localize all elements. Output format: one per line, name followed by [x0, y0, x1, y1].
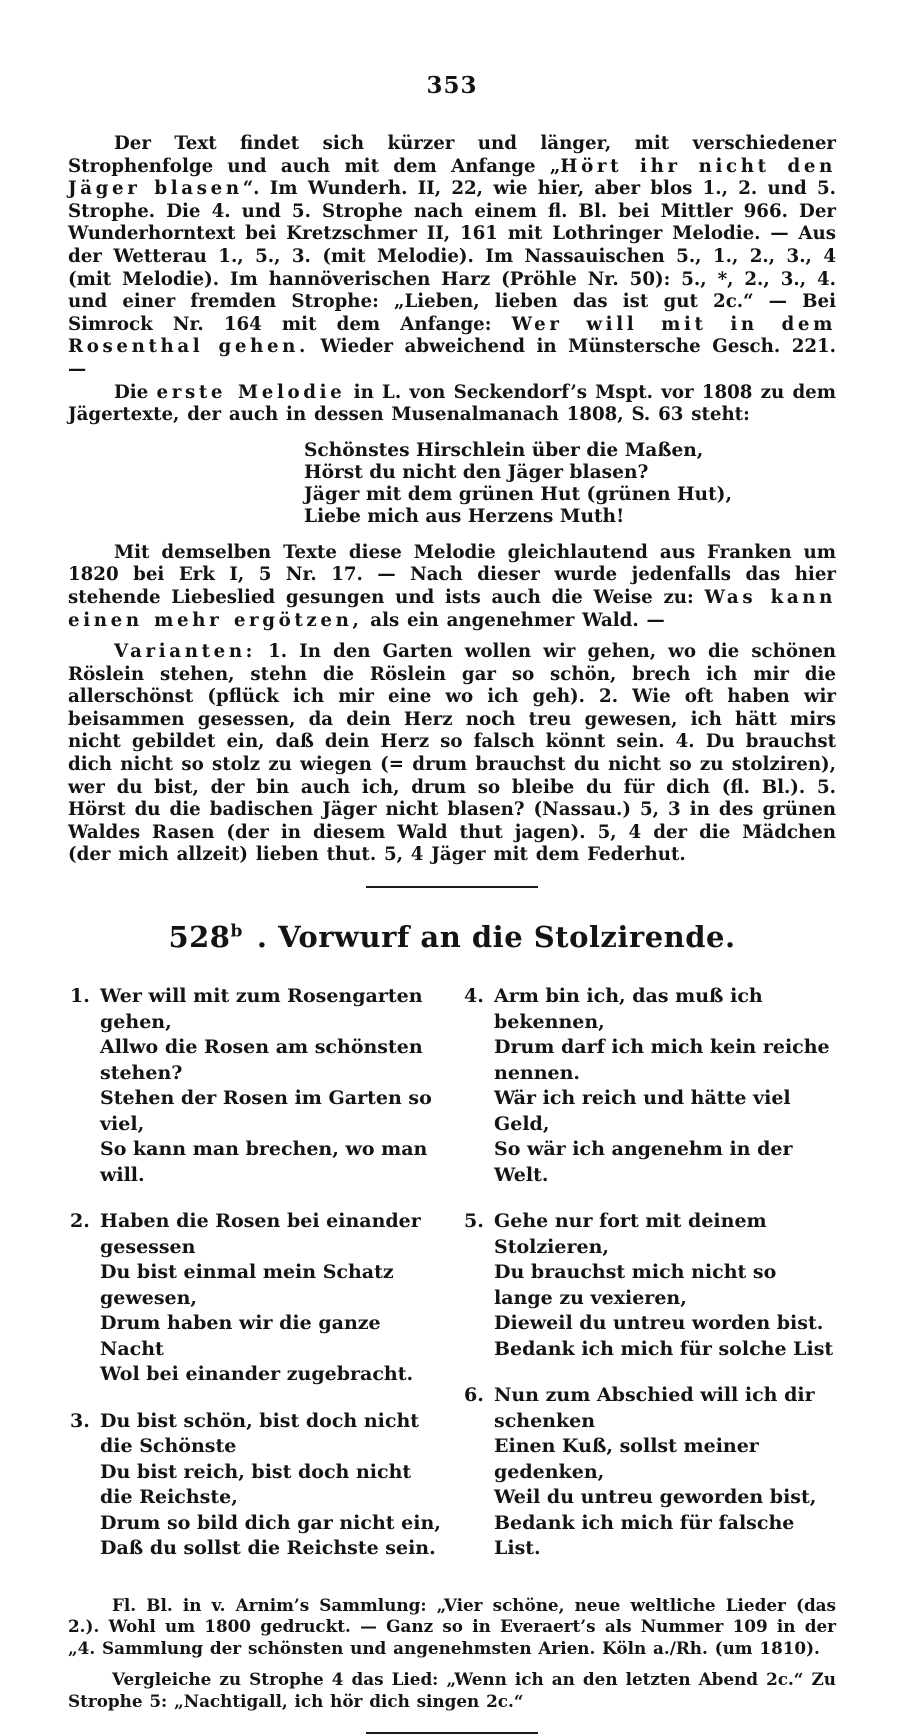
stanza-line: Drum darf ich mich kein reiche nennen. — [494, 1036, 830, 1084]
stanza-columns — [70, 984, 836, 1583]
stanza-1 — [70, 984, 442, 1188]
text-run-spaced: Varianten: — [114, 641, 257, 663]
stanza-number: 2. — [70, 1210, 90, 1233]
verse-line: Jäger mit dem grünen Hut (grünen Hut), — [304, 483, 732, 505]
text-run: Die — [114, 381, 157, 403]
stanza-line: Bedank ich mich für solche List — [494, 1337, 834, 1360]
stanza-number: 6. — [464, 1384, 484, 1407]
verse-line: Liebe mich aus Herzens Muth! — [304, 505, 625, 527]
stanza-line: Du bist schön, bist doch nicht die Schönste — [100, 1409, 420, 1458]
stanza-column-left — [70, 984, 442, 1583]
text-run-spaced: erste Melodie — [156, 381, 346, 403]
stanza-line: Bedank ich mich für falsche List. — [494, 1511, 795, 1560]
stanza-line: Weil du untreu geworden bist, — [494, 1486, 817, 1509]
stanza-line: Wär ich reich und hätte viel Geld, — [494, 1087, 791, 1135]
paragraph-sources — [68, 133, 836, 382]
stanza-5 — [464, 1209, 836, 1362]
page-end-divider — [366, 1732, 538, 1734]
melody-verse-quote — [304, 440, 836, 528]
stanza-2 — [70, 1209, 442, 1388]
stanza-line: So wär ich angenehm in der Welt. — [494, 1138, 793, 1186]
stanza-lines — [494, 1383, 836, 1562]
text-run: 1. In den Garten wollen wir gehen, wo die schönen Röslein stehen, stehn die Röslein gar so schön, brech ich mir die allerschönst (pflück ich mir eine wo ich geh). 2. Wie oft haben wir beisammen gesessen, da dein Herz noch treu gewesen, ich hätt mirs nicht gebildet ein, daß dein Herz so falsch könnt sein. 4. Du brauchst dich nicht so stolz zu wiegen (= drum brauchst du nicht so zu stolziren), wer du bist, der bin auch ich, drum so bleibe du für dich (fl. Bl.). 5. Hörst du die badischen Jäger nicht blasen? (Nassau.) 5, 3 in des grünen Waldes Rasen (der in diesem Wald thut jagen). 5, 4 der die Mädchen (der mich allzeit) lieben thut. 5, 4 Jäger mit dem Federhut. — [68, 641, 836, 866]
stanza-line: Dieweil du untreu worden bist. — [494, 1312, 824, 1335]
stanza-line: Wer will mit zum Rosengarten gehen, — [100, 985, 423, 1033]
text-run-spaced: Wer will mit in dem Rosenthal gehen. — [68, 313, 836, 358]
footnotes — [68, 1595, 836, 1713]
footnote-sources: Fl. Bl. in v. Arnim’s Sammlung: „Vier schöne, neue weltliche Lieder (das 2.). Wohl um 1800 gedruckt. — Ganz so in Everaert’s als Nummer 109 in der „4. Sammlung der schönsten und angenehmsten Arien. Köln a./Rh. (um 1810). — [68, 1594, 836, 1659]
stanza-lines — [494, 1209, 836, 1362]
page-number: 353 — [426, 72, 478, 99]
stanza-lines — [100, 1409, 442, 1562]
song-title: . Vorwurf an die Stolzirende. — [256, 920, 736, 955]
paragraph-varianten — [68, 641, 836, 867]
text-run-spaced: Was kann einen mehr ergötzen, — [68, 586, 836, 631]
text-run: Mit demselben Texte diese Melodie gleichlautend aus Franken um 1820 bei Erk I, 5 Nr. 17. — Nach dieser wurde jedenfalls das hier stehende Liebeslied gesungen und ists auch die Weise zu: — [68, 541, 836, 608]
section-divider — [366, 886, 538, 888]
stanza-line: Wol bei einander zugebracht. — [100, 1363, 414, 1386]
song-number: 528$^b$ — [168, 920, 243, 955]
stanza-lines — [494, 984, 836, 1188]
stanza-line: Gehe nur fort mit deinem Stolzieren, — [494, 1210, 767, 1258]
stanza-line: Du bist einmal mein Schatz gewesen, — [100, 1261, 394, 1309]
stanza-line: So kann man brechen, wo man will. — [100, 1138, 428, 1186]
song-heading — [68, 920, 836, 954]
stanza-lines — [100, 1209, 442, 1388]
song-number-superscript: b — [230, 921, 243, 942]
verse-line: Hörst du nicht den Jäger blasen? — [304, 461, 649, 483]
footnote-compare: Vergleiche zu Strophe 4 das Lied: „Wenn ich an den letzten Abend 2c.“ Zu Strophe 5: „Nachtigall, ich hör dich singen 2c.“ — [68, 1668, 836, 1711]
stanza-4 — [464, 984, 836, 1188]
stanza-column-right — [464, 984, 836, 1583]
stanza-number: 1. — [70, 985, 90, 1008]
stanza-line: Stehen der Rosen im Garten so viel, — [100, 1087, 432, 1135]
text-run: “. Im Wunderh. II, 22, wie hier, aber blos 1., 2. und 5. Strophe. Die 4. und 5. Strophe nach einem fl. Bl. bei Mittler 966. Der Wunderhorntext bei Kretzschmer II, 161 mit Lothringer Melodie. — Aus der Wetterau 1., 5., 3. (mit Melodie). Im Nassauischen 5., 1., 2., 3., 4 (mit Melodie). Im hannöverischen Harz (Pröhle Nr. 50): 5., *, 2., 3., 4. und einer fremden Strophe: „Lieben, lieben das ist gut 2c.“ — Bei Simrock Nr. 164 mit dem Anfange: — [68, 178, 837, 335]
stanza-number: 3. — [70, 1409, 90, 1432]
stanza-line: Einen Kuß, sollst meiner gedenken, — [494, 1435, 759, 1483]
stanza-number: 5. — [464, 1210, 484, 1233]
paragraph-franken-note — [68, 542, 836, 632]
stanza-number: 4. — [464, 985, 484, 1008]
stanza-lines — [100, 984, 442, 1188]
stanza-line: Daß du sollst die Reichste sein. — [100, 1537, 436, 1560]
stanza-line: Nun zum Abschied will ich dir schenken — [494, 1384, 815, 1432]
text-run: Wieder abweichend in Münstersche Gesch. 221. — — [68, 336, 836, 380]
text-run: in L. von Seckendorf’s Mspt. vor 1808 zu dem Jägertexte, der auch in dessen Musenalmanach 1808, S. 63 steht: — [68, 381, 837, 426]
stanza-line: Drum haben wir die ganze Nacht — [100, 1312, 381, 1360]
stanza-line: Du bist reich, bist doch nicht die Reichste, — [100, 1460, 412, 1509]
stanza-line: Allwo die Rosen am schönsten stehen? — [100, 1036, 423, 1084]
stanza-6 — [464, 1383, 836, 1562]
stanza-line: Haben die Rosen bei einander gesessen — [100, 1210, 421, 1258]
stanza-line: Du brauchst mich nicht so lange zu vexieren, — [494, 1261, 777, 1309]
stanza-3 — [70, 1409, 442, 1562]
text-run: Der Text findet sich kürzer und länger, mit verschiedener Strophenfolge und auch mit dem Anfange „ — [68, 133, 836, 177]
stanza-line: Drum so bild dich gar nicht ein, — [100, 1511, 441, 1534]
verse-line: Schönstes Hirschlein über die Maßen, — [304, 439, 704, 461]
text-run-spaced: Hört ihr nicht den Jäger blasen — [68, 155, 836, 200]
stanza-line: Arm bin ich, das muß ich bekennen, — [494, 985, 763, 1033]
text-run: als ein angenehmer Wald. — — [362, 609, 665, 631]
paragraph-melody-note — [68, 382, 836, 427]
